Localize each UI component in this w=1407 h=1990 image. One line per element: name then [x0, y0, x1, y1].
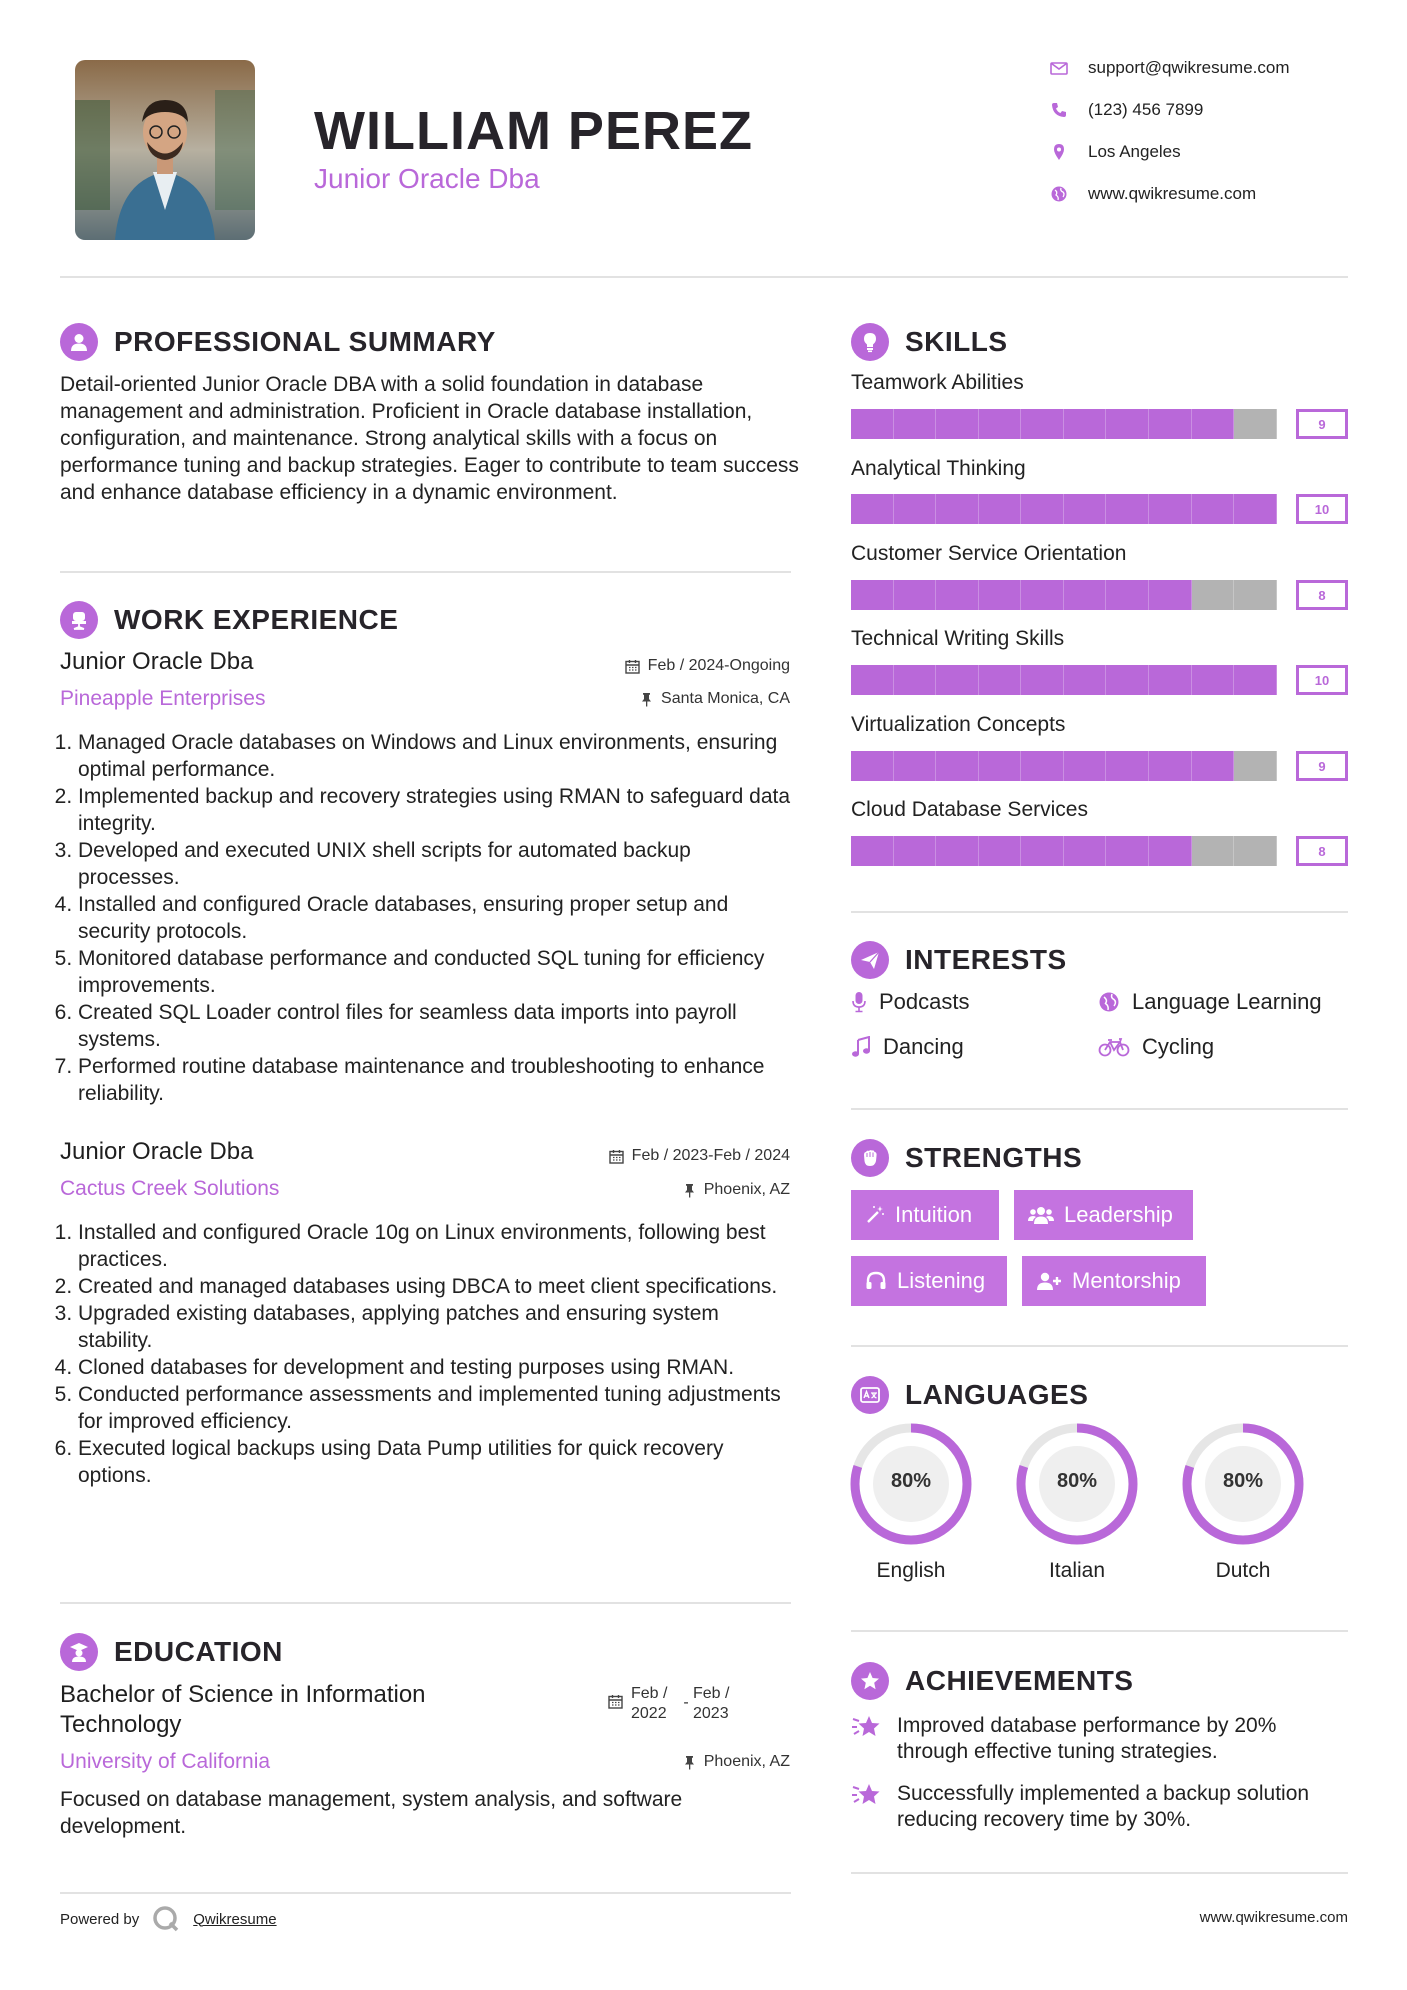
company-name: Cactus Creek Solutions: [60, 1177, 280, 1200]
skill-bar-segment: [1234, 580, 1277, 610]
skill-bar-segment: [1106, 751, 1149, 781]
achievement-text: Improved database performance by 20% through effective tuning strategies.: [897, 1714, 1277, 1763]
interests-heading: [851, 941, 1067, 979]
briefcase-chair-icon: [60, 601, 98, 639]
strengths-title: STRENGTHS: [905, 1142, 1083, 1173]
job-duties: [60, 729, 798, 1107]
contact-email[interactable]: [1050, 58, 1290, 78]
phone-icon: [1050, 101, 1068, 119]
language-gauge: [1181, 1422, 1305, 1546]
skill-bar-segment: [936, 751, 979, 781]
skill-bar-segment: [1149, 494, 1192, 524]
skill-bar-segment: [1149, 580, 1192, 610]
skill-bar: [851, 580, 1349, 610]
language-gauge: [849, 1422, 973, 1546]
globe-icon: [1098, 991, 1120, 1013]
duty-item: 5. Monitored database performance and conducted SQL tuning for efficiency improvements.: [78, 945, 798, 999]
job-dates: [625, 657, 790, 675]
skills-title: SKILLS: [905, 326, 1008, 357]
email-icon: [1050, 59, 1068, 77]
bicycle-icon: [1098, 1037, 1130, 1057]
microphone-icon: [851, 991, 867, 1013]
skill-bar: [851, 409, 1349, 439]
language-gauge: [1015, 1422, 1139, 1546]
skill-bar-segment: [979, 836, 1022, 866]
strength-chip: [1022, 1256, 1206, 1306]
skill-bar-segment: [894, 665, 937, 695]
footer-powered: [60, 1904, 277, 1934]
skill-bar-segment: [936, 494, 979, 524]
summary-divider: [60, 571, 791, 573]
skill-bar-segment: [936, 409, 979, 439]
school-name: University of California: [60, 1750, 271, 1773]
interest-label: Cycling: [1142, 1034, 1215, 1059]
pushpin-icon: [640, 692, 653, 707]
qwikresume-link[interactable]: Qwikresume: [193, 1910, 277, 1928]
stars-icon: [851, 1713, 885, 1741]
interest-item: [1098, 1034, 1214, 1060]
skill-bar-segment: [851, 665, 894, 695]
stars-icon: [851, 1781, 885, 1809]
website-text: www.qwikresume.com: [1088, 184, 1257, 203]
duty-item: 5. Conducted performance assessments and implemented tuning adjustments for improved efficiency.: [78, 1381, 798, 1435]
footer-website[interactable]: www.qwikresume.com: [1199, 1909, 1348, 1926]
strength-chip: [1014, 1190, 1193, 1240]
lightbulb-icon: [851, 323, 889, 361]
interest-item: [1098, 989, 1322, 1015]
achievements-heading: [851, 1662, 1133, 1700]
language-percent: 80%: [890, 1470, 932, 1492]
contact-phone[interactable]: [1050, 100, 1203, 120]
magic-wand-icon: [865, 1205, 885, 1225]
interest-label: Podcasts: [879, 989, 970, 1014]
strength-chip: [851, 1190, 999, 1240]
skill-bar: [851, 665, 1349, 695]
skill-value: 9: [1296, 751, 1348, 781]
profile-photo: [75, 60, 255, 240]
email-text: support@qwikresume.com: [1088, 58, 1290, 77]
skill-bar-segment: [1234, 665, 1277, 695]
language-icon: [851, 1376, 889, 1414]
education-end: Feb / 2023: [693, 1685, 730, 1722]
skill-value: 9: [1296, 409, 1348, 439]
strengths-heading: [851, 1139, 1082, 1177]
language-name: English: [876, 1559, 946, 1582]
candidate-name: WILLIAM PEREZ: [314, 101, 753, 161]
job-dates-text: Feb / 2023-Feb / 2024: [631, 1147, 790, 1164]
graduate-icon: [60, 1633, 98, 1671]
skill-bar: [851, 751, 1349, 781]
location-text: Los Angeles: [1088, 142, 1181, 161]
skill-bar-segment: [1021, 665, 1064, 695]
job-location-text: Phoenix, AZ: [703, 1181, 790, 1198]
skill-name: Customer Service Orientation: [851, 542, 1127, 565]
header-divider: [60, 276, 1348, 278]
skill-bar-segment: [1064, 751, 1107, 781]
date-separator: -: [683, 1694, 689, 1711]
skill-bar-segment: [894, 751, 937, 781]
skill-bar-segment: [851, 409, 894, 439]
skills-heading: [851, 323, 1008, 361]
duty-item: 1. Managed Oracle databases on Windows and Linux environments, ensuring optimal performance.: [78, 729, 798, 783]
skill-bar-segment: [1234, 409, 1277, 439]
skill-bar-segment: [1192, 494, 1235, 524]
strength-label: Leadership: [1064, 1202, 1173, 1227]
education-location: [683, 1753, 790, 1771]
skill-name: Virtualization Concepts: [851, 713, 1066, 736]
skill-bar-segment: [1149, 751, 1192, 781]
skill-bar-segment: [936, 836, 979, 866]
duty-item: 7. Performed routine database maintenance and troubleshooting to enhance reliability.: [78, 1053, 798, 1107]
work-title: WORK EXPERIENCE: [114, 604, 399, 635]
skill-bar-segment: [1064, 580, 1107, 610]
duty-item: 3. Upgraded existing databases, applying patches and ensuring system stability.: [78, 1300, 798, 1354]
skill-bar-segment: [1021, 836, 1064, 866]
achievement-item: [851, 1713, 1347, 1765]
skill-bar-segment: [936, 580, 979, 610]
calendar-icon: [608, 1694, 623, 1709]
skill-bar-segment: [894, 580, 937, 610]
education-location-text: Phoenix, AZ: [703, 1753, 790, 1770]
job-location: [683, 1181, 790, 1199]
skill-bar-segment: [894, 836, 937, 866]
candidate-role: Junior Oracle Dba: [314, 163, 540, 194]
education-title: EDUCATION: [114, 1636, 283, 1667]
map-pin-icon: [1050, 143, 1068, 161]
skill-bar-segment: [1149, 665, 1192, 695]
job-location-text: Santa Monica, CA: [661, 690, 790, 707]
interests-title: INTERESTS: [905, 944, 1067, 975]
skill-bar-segment: [1064, 665, 1107, 695]
skill-bar-segment: [979, 409, 1022, 439]
users-icon: [1028, 1205, 1054, 1225]
skill-bar-segment: [851, 580, 894, 610]
user-icon: [60, 323, 98, 361]
skill-bar-segment: [1064, 494, 1107, 524]
skill-bar-segment: [979, 751, 1022, 781]
skill-bar-segment: [1234, 751, 1277, 781]
company-name: Pineapple Enterprises: [60, 687, 266, 710]
achievements-title: ACHIEVEMENTS: [905, 1665, 1134, 1696]
strength-label: Intuition: [895, 1202, 973, 1227]
strengths-divider: [851, 1345, 1348, 1347]
qwikresume-logo-icon: [151, 1904, 181, 1934]
skill-value: 8: [1296, 836, 1348, 866]
calendar-icon: [625, 659, 640, 674]
skill-value: 10: [1296, 665, 1348, 695]
paper-plane-icon: [851, 941, 889, 979]
summary-title: PROFESSIONAL SUMMARY: [114, 326, 496, 357]
pushpin-icon: [683, 1755, 696, 1770]
duty-item: 1. Installed and configured Oracle 10g on Linux environments, following best practices.: [78, 1219, 798, 1273]
job-title: Junior Oracle Dba: [60, 1138, 254, 1165]
education-start: Feb / 2022: [631, 1685, 668, 1722]
interest-label: Language Learning: [1132, 989, 1322, 1014]
skill-bar-segment: [1064, 836, 1107, 866]
skill-bar-segment: [1192, 836, 1235, 866]
achievement-text: Successfully implemented a backup solution reducing recovery time by 30%.: [897, 1782, 1310, 1831]
job-duties: [60, 1219, 798, 1489]
skill-bar-segment: [851, 494, 894, 524]
language-percent: 80%: [1222, 1470, 1264, 1492]
contact-website[interactable]: [1050, 184, 1256, 204]
skill-bar-segment: [1106, 836, 1149, 866]
skill-bar-segment: [1149, 836, 1192, 866]
skill-bar-segment: [1149, 409, 1192, 439]
skill-bar-segment: [979, 665, 1022, 695]
star-badge-icon: [851, 1662, 889, 1700]
language-percent: 80%: [1056, 1470, 1098, 1492]
job-dates-text: Feb / 2024-Ongoing: [647, 657, 790, 674]
skill-bar-segment: [1192, 580, 1235, 610]
achievements-divider: [851, 1872, 1348, 1874]
skill-bar-segment: [1106, 580, 1149, 610]
skill-name: Analytical Thinking: [851, 457, 1026, 480]
duty-item: 6. Created SQL Loader control files for seamless data imports into payroll systems.: [78, 999, 798, 1053]
fist-icon: [851, 1139, 889, 1177]
skill-bar-segment: [1106, 494, 1149, 524]
skill-bar-segment: [1234, 494, 1277, 524]
duty-item: 4. Installed and configured Oracle databases, ensuring proper setup and security protocols.: [78, 891, 798, 945]
duty-item: 2. Implemented backup and recovery strategies using RMAN to safeguard data integrity.: [78, 783, 798, 837]
languages-divider: [851, 1630, 1348, 1632]
pushpin-icon: [683, 1183, 696, 1198]
languages-title: LANGUAGES: [905, 1379, 1089, 1410]
skill-bar-segment: [979, 494, 1022, 524]
music-note-icon: [851, 1036, 871, 1058]
summary-text: Detail-oriented Junior Oracle DBA with a solid foundation in database management and administration. Proficient in Oracle database installation, configuration, and maintenance. Strong analytical skills with a focus on performance tuning and backup strategies. Eager to contribute to team success and enhance database efficiency in a dynamic environment.: [60, 373, 799, 504]
skill-bar-segment: [979, 580, 1022, 610]
language-name: Dutch: [1215, 1559, 1271, 1582]
skill-bar-segment: [894, 409, 937, 439]
interest-item: [851, 1034, 964, 1060]
interest-item: [851, 989, 970, 1015]
education-description: Focused on database management, system analysis, and software development.: [60, 1788, 683, 1838]
duty-item: 4. Cloned databases for development and testing purposes using RMAN.: [78, 1354, 798, 1381]
summary-heading: [60, 323, 496, 361]
skill-bar-segment: [1106, 665, 1149, 695]
education-dates: [608, 1684, 741, 1724]
languages-heading: [851, 1376, 1088, 1414]
headphones-icon: [865, 1271, 887, 1291]
education-heading: [60, 1633, 283, 1671]
job-location: [640, 690, 790, 708]
work-divider: [60, 1602, 791, 1604]
skill-bar-segment: [1192, 409, 1235, 439]
job-dates: [609, 1147, 790, 1165]
skill-bar-segment: [1064, 409, 1107, 439]
skill-bar-segment: [1021, 409, 1064, 439]
interests-divider: [851, 1108, 1348, 1110]
skills-divider: [851, 911, 1348, 913]
skill-bar-segment: [851, 751, 894, 781]
skill-bar-segment: [1192, 665, 1235, 695]
globe-icon: [1050, 185, 1068, 203]
skill-bar-segment: [1234, 836, 1277, 866]
skill-bar-segment: [1192, 751, 1235, 781]
skill-name: Cloud Database Services: [851, 798, 1088, 821]
skill-bar-segment: [1021, 494, 1064, 524]
skill-bar-segment: [1021, 751, 1064, 781]
duty-item: 6. Executed logical backups using Data Pump utilities for quick recovery options.: [78, 1435, 798, 1489]
strength-chip: [851, 1256, 1007, 1306]
skill-bar-segment: [894, 494, 937, 524]
interest-label: Dancing: [883, 1034, 964, 1059]
strength-label: Listening: [897, 1268, 986, 1293]
duty-item: 3. Developed and executed UNIX shell scripts for automated backup processes.: [78, 837, 798, 891]
skill-bar-segment: [1106, 409, 1149, 439]
calendar-icon: [609, 1149, 624, 1164]
skill-bar-segment: [851, 836, 894, 866]
skill-name: Teamwork Abilities: [851, 371, 1024, 394]
language-name: Italian: [1048, 1559, 1106, 1582]
skill-name: Technical Writing Skills: [851, 627, 1065, 650]
skill-bar: [851, 836, 1349, 866]
degree-title: Bachelor of Science in Information Technology: [60, 1681, 426, 1738]
user-plus-icon: [1036, 1271, 1062, 1291]
achievement-item: [851, 1781, 1347, 1833]
powered-by-text: Powered by: [60, 1910, 140, 1928]
duty-item: 2. Created and managed databases using DBCA to meet client specifications.: [78, 1273, 798, 1300]
strength-label: Mentorship: [1072, 1268, 1181, 1293]
contact-location: [1050, 142, 1181, 162]
skill-bar: [851, 494, 1349, 524]
job-title: Junior Oracle Dba: [60, 648, 254, 675]
phone-text: (123) 456 7899: [1088, 100, 1204, 119]
skill-value: 8: [1296, 580, 1348, 610]
work-heading: [60, 601, 398, 639]
skill-bar-segment: [936, 665, 979, 695]
skill-value: 10: [1296, 494, 1348, 524]
skill-bar-segment: [1021, 580, 1064, 610]
education-divider: [60, 1892, 791, 1894]
